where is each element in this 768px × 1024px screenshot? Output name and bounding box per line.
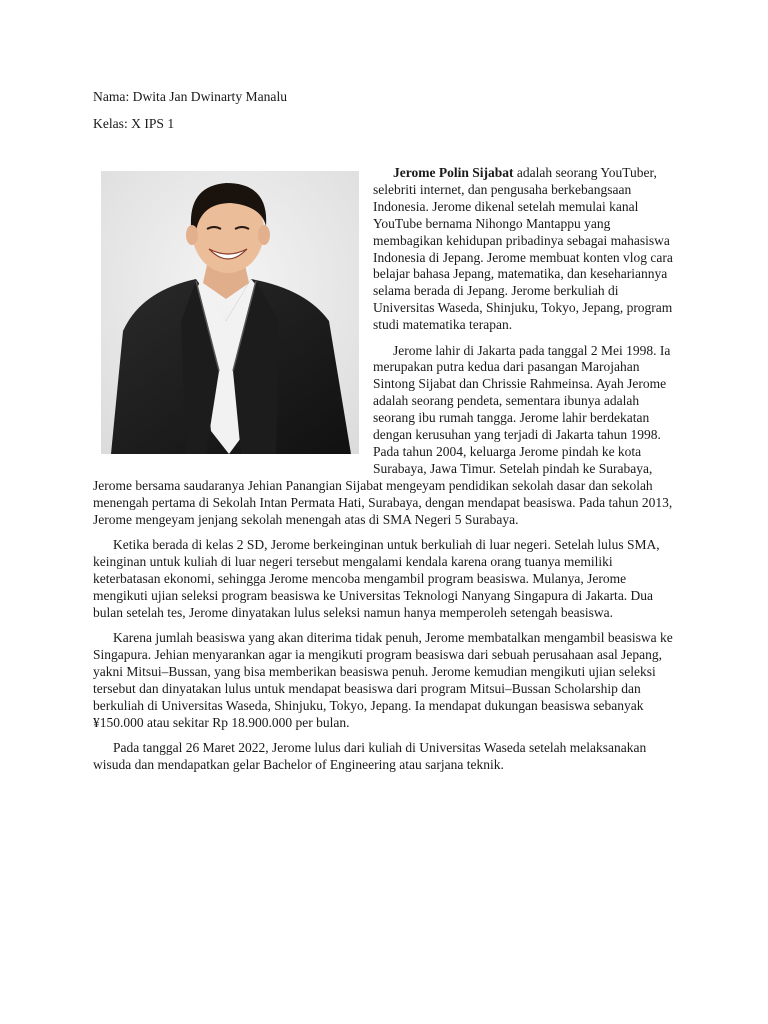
- paragraph-4: Karena jumlah beasiswa yang akan diterima tidak penuh, Jerome membatalkan mengambil beasiswa ke Singapura. Jehian menyarankan agar ia mengikuti program beasiswa dari sebuah perusahaan asal Jepang, yakni Mitsui–Bussan, yang bisa memberikan beasiswa penuh. Jerome kemudian mengikuti ujian seleksi tersebut dan dinyatakan lulus untuk mendapat beasiswa dari program Mitsui–Bussan Scholarship dan berkuliah di Universitas Waseda, Shinjuku, Tokyo, Jepang. Ia mendapat dukungan beasiswa sebanyak ¥150.000 atau sekitar Rp 18.900.000 per bulan.: [93, 630, 673, 730]
- paragraph-5: Pada tanggal 26 Maret 2022, Jerome lulus dari kuliah di Universitas Waseda setelah melaksanakan wisuda dan mendapatkan gelar Bachelor of Engineering atau sarjana teknik.: [93, 740, 647, 772]
- paragraph-1-text: adalah seorang YouTuber, selebriti internet, dan pengusaha berkebangsaan Indonesia. Jerome dikenal setelah memulai kanal YouTube bernama Nihongo Mantappu yang membagikan kehidupan pribadinya sebagai mahasiswa Indonesia di Jepang. Jerome membuat konten vlog cara belajar bahasa Jepang, matematika, dan kesehariannya selama berada di Jepang. Jerome berkuliah di Universitas Waseda, Shinjuku, Tokyo, Jepang, program studi matematika terapan.: [373, 165, 673, 333]
- paragraph-3: Ketika berada di kelas 2 SD, Jerome berkeinginan untuk berkuliah di luar negeri. Setelah lulus SMA, keinginan untuk kuliah di luar negeri tersebut mengalami kendala karena orang tuanya memiliki keterbatasan ekonomi, sehingga Jerome mencoba mengambil program beasiswa. Mulanya, Jerome mengikuti ujian seleksi program beasiswa ke Universitas Teknologi Nanyang Singapura di Jakarta. Dua bulan setelah tes, Jerome dinyatakan lulus seleksi namun hanya memperoleh setengah beasiswa.: [93, 537, 660, 620]
- subject-name: Jerome Polin Sijabat: [393, 165, 514, 180]
- student-name: Nama: Dwita Jan Dwinarty Manalu: [93, 89, 288, 104]
- student-class: Kelas: X IPS 1: [93, 116, 175, 131]
- photo-wrap-space: [93, 165, 373, 461]
- article-body: [93, 165, 673, 782]
- paragraph-2: Jerome lahir di Jakarta pada tanggal 2 Mei 1998. Ia merupakan putra kedua dari pasangan Marojahan Sintong Sijabat dan Chrissie Rahmeinsa. Ayah Jerome adalah seorang pendeta, sementara ibunya adalah seorang ibu rumah tangga. Jerome lahir berdekatan dengan kerusuhan yang terjadi di Jakarta tahun 1998. Pada tahun 2004, keluarga Jerome pindah ke kota Surabaya, Jawa Timur. Setelah pindah ke Surabaya, Jerome bersama saudaranya Jehian Panangian Sijabat mengeyam pendidikan sekolah dasar dan sekolah menengah pertama di Sekolah Intan Permata Hati, Surabaya, dengan mendapat beasiswa. Pada tahun 2013, Jerome mengeyam jenjang sekolah menengah atas di SMA Negeri 5 Surabaya.: [93, 342, 673, 527]
